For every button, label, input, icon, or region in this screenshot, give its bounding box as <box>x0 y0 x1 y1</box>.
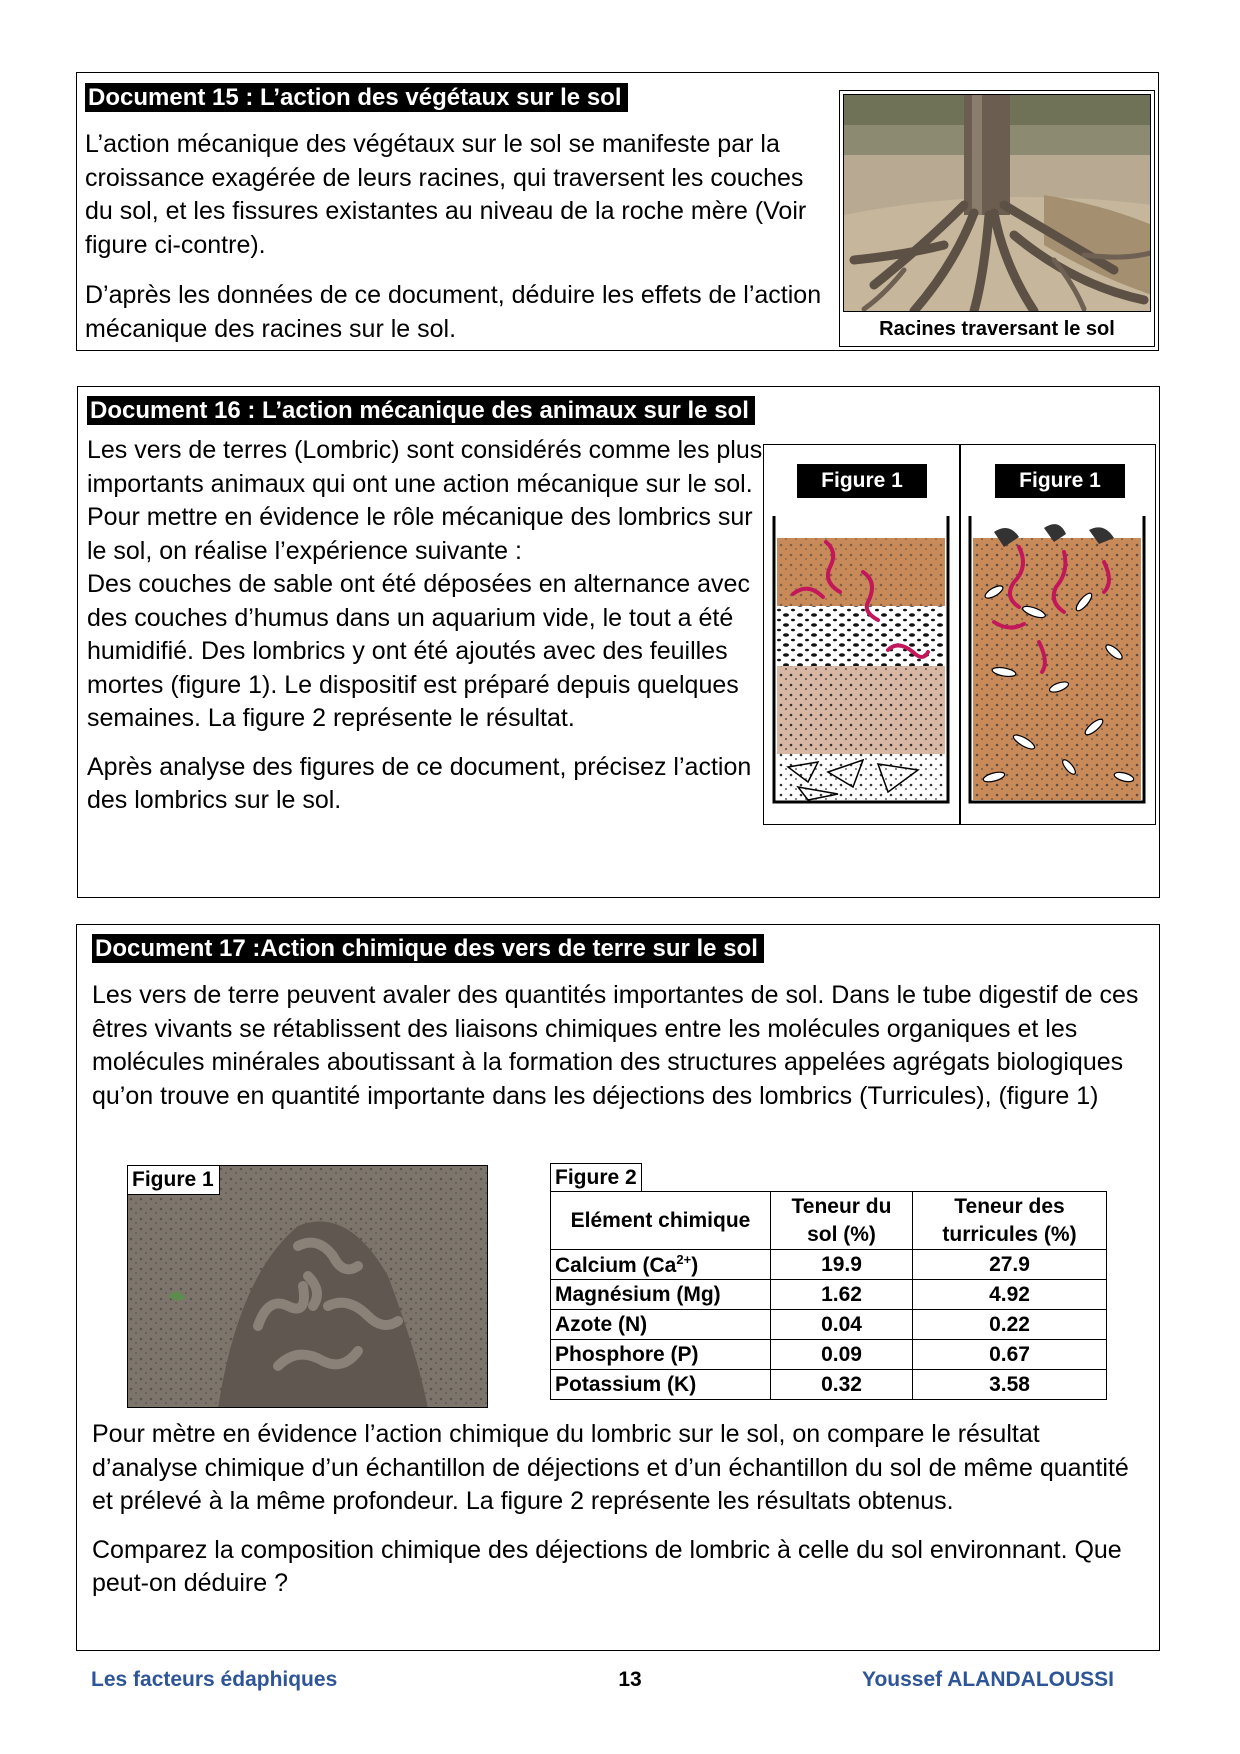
chemical-table-body <box>551 1250 1107 1400</box>
table-cell-turricules: 4.92 <box>913 1280 1107 1310</box>
document-17-text-bottom <box>92 1418 1152 1601</box>
turricule-illustration <box>128 1166 488 1408</box>
table-cell-sol: 0.04 <box>771 1310 913 1340</box>
chemical-table-label: Figure 2 <box>550 1163 642 1191</box>
footer-author: Youssef ALANDALOUSSI <box>862 1668 1115 1691</box>
header-element: Elément chimique <box>551 1192 771 1250</box>
footer-title: Les facteurs édaphiques <box>91 1668 338 1691</box>
table-cell-turricules: 3.58 <box>913 1370 1107 1400</box>
table-cell-sol: 19.9 <box>771 1250 913 1280</box>
turricule-photo <box>127 1165 488 1408</box>
element-name: Azote (N) <box>555 1312 648 1336</box>
aquarium-before-illustration <box>768 512 954 808</box>
document-16-paragraph-1: Les vers de terres (Lombric) sont considérés comme les plus importants animaux qui ont une action mécanique sur le sol. Pour mettre en évidence le rôle mécanique des lombrics sur le sol, on réalise l’expérience suivante : <box>87 436 763 565</box>
table-cell-element <box>551 1340 771 1370</box>
roots-illustration <box>844 95 1151 312</box>
aquarium-after-illustration <box>964 512 1150 808</box>
table-cell-turricules: 27.9 <box>913 1250 1107 1280</box>
element-suffix: ) <box>691 1253 699 1277</box>
chemical-table-container <box>550 1163 1107 1400</box>
document-15-paragraph-1: L’action mécanique des végétaux sur le sol se manifeste par la croissance exagérée de leurs racines, qui traversent les couches du sol, et les fissures existantes au niveau de la roche mère (Voir figure ci-contre). <box>85 130 807 259</box>
element-name: Potassium (K) <box>555 1372 697 1396</box>
document-15-paragraph-2: D’après les données de ce document, déduire les effets de l’action mécanique des racines sur le sol. <box>85 281 822 343</box>
roots-photo <box>843 94 1151 312</box>
table-cell-turricules: 0.67 <box>913 1340 1107 1370</box>
element-name: Magnésium (Mg) <box>555 1282 721 1306</box>
element-name: Calcium (Ca <box>555 1253 677 1277</box>
chemical-table-header-row <box>551 1192 1107 1250</box>
table-row <box>551 1370 1107 1400</box>
turricule-photo-label: Figure 1 <box>128 1166 220 1195</box>
document-16-paragraph-2: Des couches de sable ont été déposées en alternance avec des couches d’humus dans un aquarium vide, le tout a été humidifié. Des lombrics y ont été ajoutés avec des feuilles mortes (figure 1). Le dispositif est préparé depuis quelques semaines. La figure 2 représente le résultat. <box>87 570 750 732</box>
document-15-text <box>85 128 825 346</box>
document-16-text <box>87 434 767 818</box>
element-charge: 2+ <box>676 1251 692 1267</box>
document-17-paragraph-1: Les vers de terre peuvent avaler des quantités importantes de sol. Dans le tube digestif de ces êtres vivants se rétablissent des liaisons chimiques entre les molécules organiques et les molécules minérales aboutissant à la formation des structures appelées agrégats biologiques qu’on trouve en quantité importante dans les déjections des lombrics (Turricules), (figure 1) <box>92 981 1139 1110</box>
aquarium-figure-divider <box>959 444 961 825</box>
document-17-paragraph-3: Comparez la composition chimique des déjections de lombric à celle du sol environnant. Que peut-on déduire ? <box>92 1535 1122 1597</box>
table-row <box>551 1250 1107 1280</box>
table-cell-turricules: 0.22 <box>913 1310 1107 1340</box>
chemical-table <box>550 1191 1107 1400</box>
page-number: 13 <box>618 1668 642 1691</box>
aquarium-figure-right-label: Figure 1 <box>995 464 1125 498</box>
document-17-title: Document 17 :Action chimique des vers de terre sur le sol <box>92 934 764 963</box>
document-16-title: Document 16 : L’action mécanique des animaux sur le sol <box>87 396 755 425</box>
table-cell-element <box>551 1370 771 1400</box>
table-row <box>551 1310 1107 1340</box>
table-cell-element <box>551 1280 771 1310</box>
table-row <box>551 1280 1107 1310</box>
header-soil: Teneur du sol (%) <box>771 1192 913 1250</box>
aquarium-figure-left-label: Figure 1 <box>797 464 927 498</box>
header-turricules: Teneur des turricules (%) <box>913 1192 1107 1250</box>
document-16-paragraph-3: Après analyse des figures de ce document, précisez l’action des lombrics sur le sol. <box>87 752 752 814</box>
table-cell-element <box>551 1250 771 1280</box>
table-row <box>551 1340 1107 1370</box>
table-cell-sol: 0.09 <box>771 1340 913 1370</box>
element-name: Phosphore (P) <box>555 1342 699 1366</box>
table-cell-sol: 0.32 <box>771 1370 913 1400</box>
roots-photo-caption: Racines traversant le sol <box>879 318 1115 340</box>
table-cell-element <box>551 1310 771 1340</box>
table-cell-sol: 1.62 <box>771 1280 913 1310</box>
document-17-paragraph-2: Pour mètre en évidence l’action chimique du lombric sur le sol, on compare le résultat d’analyse chimique d’un échantillon de déjections et d’un échantillon du sol de même quantité et prélevé à la même profondeur. La figure 2 représente les résultats obtenus. <box>92 1420 1129 1515</box>
document-15-title: Document 15 : L’action des végétaux sur le sol <box>85 83 628 112</box>
